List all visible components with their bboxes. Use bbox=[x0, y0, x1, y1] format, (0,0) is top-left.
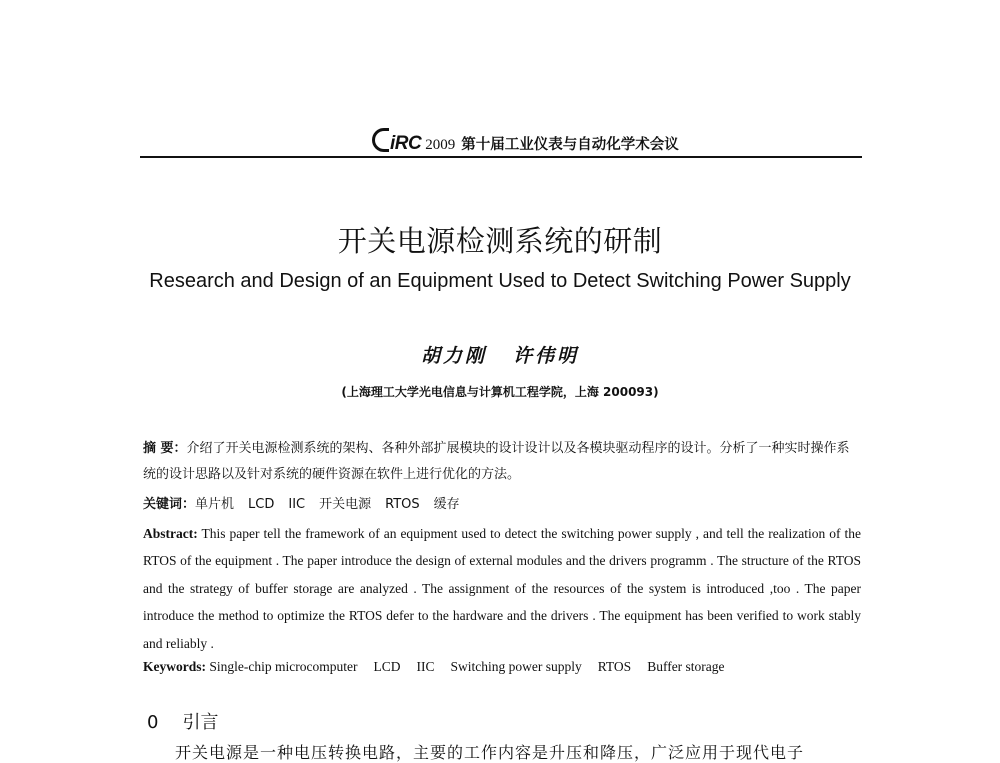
keyword-cn: RTOS bbox=[385, 497, 420, 512]
conference-header-text bbox=[372, 128, 679, 155]
keywords-cn bbox=[143, 493, 861, 512]
conference-header bbox=[140, 126, 862, 160]
paper-title-en: Research and Design of an Equipment Used to Detect Switching Power Supply bbox=[149, 270, 851, 292]
keyword-en: Buffer storage bbox=[647, 659, 725, 674]
keywords-en-label: Keywords: bbox=[143, 659, 206, 674]
authors bbox=[0, 341, 1000, 368]
keyword-cn: 开关电源 bbox=[319, 497, 372, 512]
conference-name: 第十届工业仪表与自动化学术会议 bbox=[461, 137, 679, 153]
logo-c-icon bbox=[372, 128, 389, 152]
keyword-cn: 缓存 bbox=[433, 497, 460, 512]
keyword-en: LCD bbox=[373, 659, 401, 674]
keyword-cn: LCD bbox=[248, 497, 275, 512]
keyword-en: Single-chip microcomputer bbox=[209, 659, 358, 674]
abstract-cn-text: 介绍了开关电源检测系统的架构、各种外部扩展模块的设计设计以及各模块驱动程序的设计。分析了一种实时操作系统的设计思路以及针对系统的硬件资源在软件上进行优化的方法。 bbox=[143, 441, 850, 482]
keyword-cn: IIC bbox=[288, 497, 306, 512]
keyword-en: IIC bbox=[416, 659, 435, 674]
section-heading bbox=[147, 708, 218, 734]
conference-year: 2009 bbox=[425, 137, 456, 153]
paper-title-cn: 开关电源检测系统的研制 bbox=[337, 224, 663, 258]
affiliation: (上海理工大学光电信息与计算机工程学院，上海 200093) bbox=[341, 385, 659, 399]
abstract-en bbox=[143, 520, 861, 657]
body-paragraph: 开关电源是一种电压转换电路，主要的工作内容是升压和降压，广泛应用于现代电子 bbox=[175, 743, 805, 762]
header-rule bbox=[140, 156, 862, 158]
keywords-cn-label: 关键词： bbox=[143, 497, 196, 512]
section-number: 0 bbox=[147, 712, 159, 733]
keyword-en: RTOS bbox=[597, 659, 632, 674]
abstract-en-label: Abstract: bbox=[143, 526, 198, 541]
keyword-en: Switching power supply bbox=[450, 659, 582, 674]
conference-logo bbox=[372, 128, 421, 155]
author-name: 胡力刚 bbox=[420, 345, 487, 367]
keywords-en bbox=[143, 659, 861, 675]
logo-text: iRC bbox=[390, 133, 422, 154]
section-title: 引言 bbox=[182, 712, 219, 733]
abstract-en-text: This paper tell the framework of an equipment used to detect the switching power supply , and tell the realization of the RTOS of the equipment . The paper introduce the design of external modules and the drivers programm . The structure of the RTOS and the strategy of buffer storage are analyzed . The assignment of the resources of the system is introduced ,too . The paper introduce the method to optimize the RTOS defer to the hardware and the drivers . The equipment has been verified to work stably and reliably . bbox=[143, 526, 861, 651]
author-name: 许伟明 bbox=[513, 345, 580, 367]
keyword-cn: 单片机 bbox=[195, 497, 235, 512]
abstract-cn-label: 摘 要： bbox=[143, 441, 187, 456]
abstract-cn bbox=[143, 436, 861, 488]
